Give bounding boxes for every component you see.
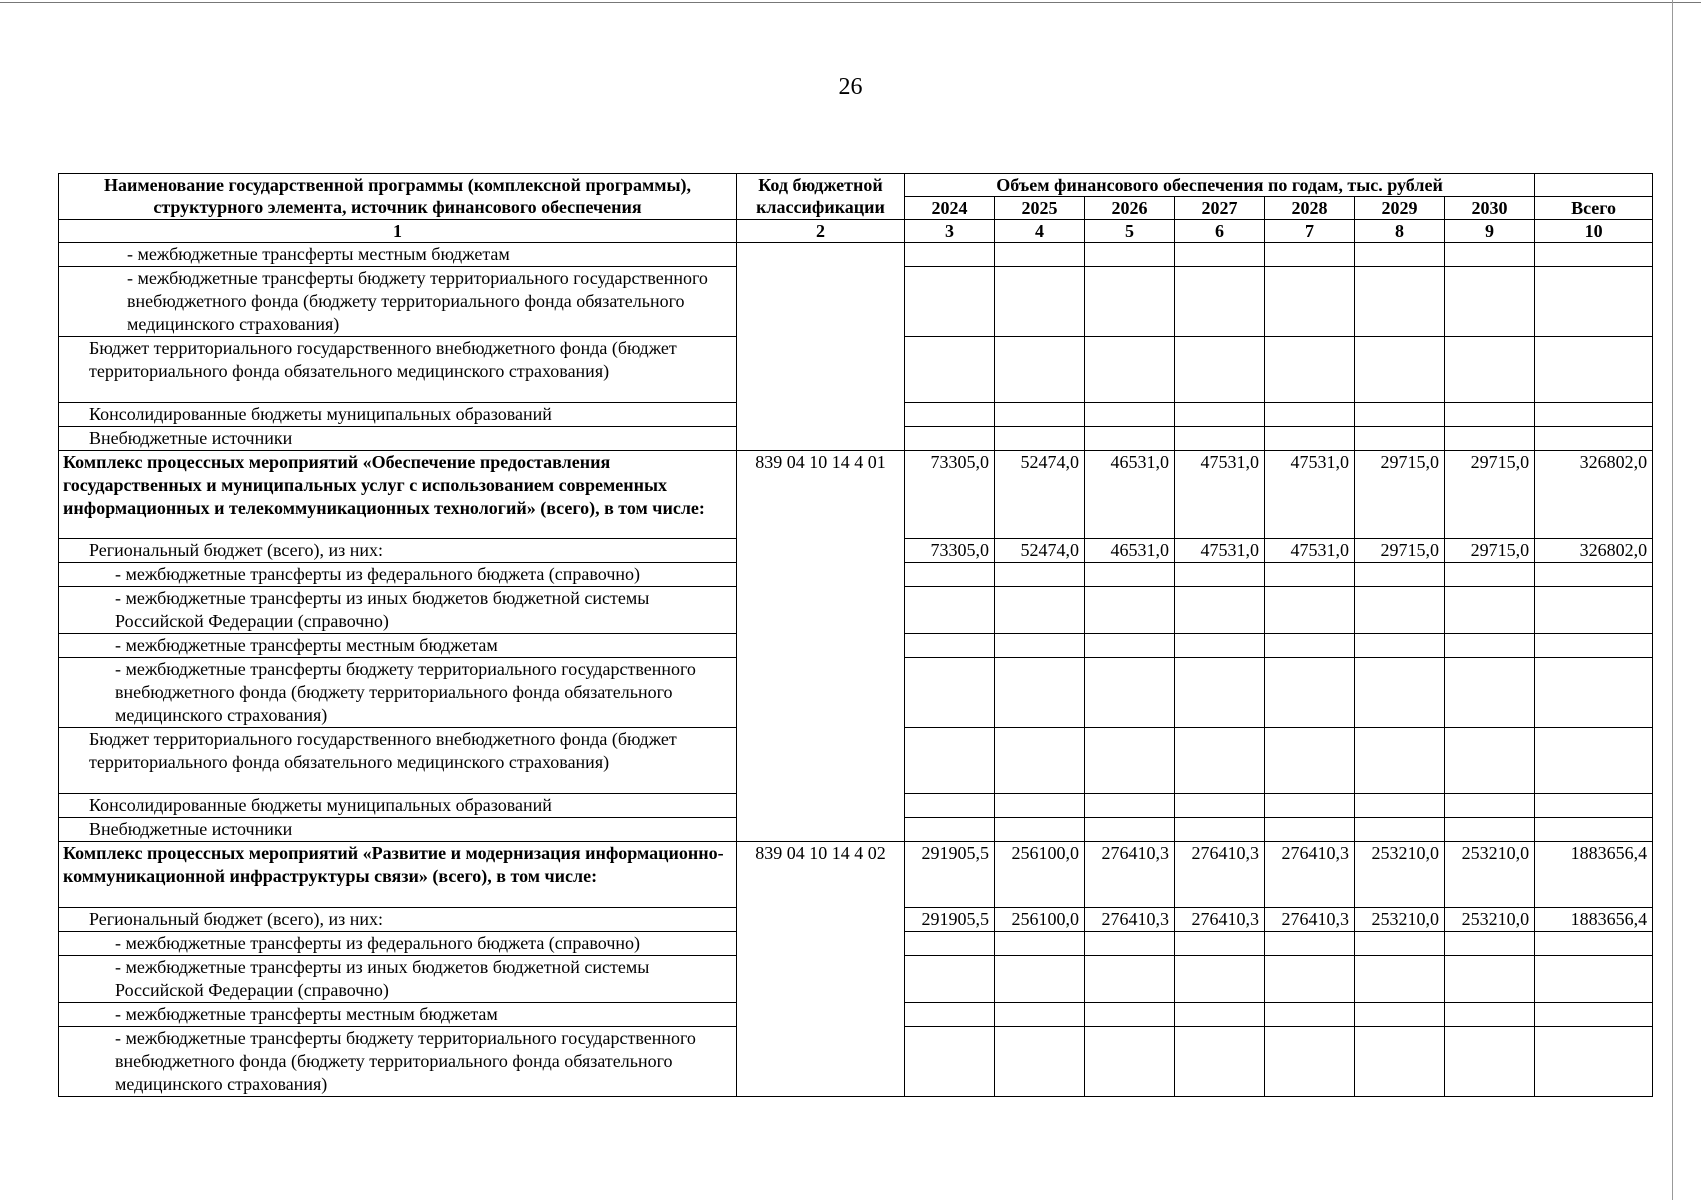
column-number: 7 (1265, 220, 1355, 243)
funding-source-name: Консолидированные бюджеты муниципальных образований (59, 403, 737, 427)
header-total: Всего (1535, 197, 1653, 220)
table-row (59, 842, 1653, 908)
table-row (59, 634, 1653, 658)
total-value-cell (1535, 243, 1653, 267)
year-value-cell (995, 1003, 1085, 1027)
total-value-cell (1535, 563, 1653, 587)
year-value-cell (1445, 1003, 1535, 1027)
header-name: Наименование государственной программы (комплексной программы), структурного элемента, источник финансового обеспечения (59, 174, 737, 220)
year-value-cell (995, 956, 1085, 1003)
header-year: 2028 (1265, 197, 1355, 220)
total-value-cell (1535, 634, 1653, 658)
year-value-cell (1175, 243, 1265, 267)
total-value-cell (1535, 794, 1653, 818)
total-value-cell (1535, 1027, 1653, 1097)
year-value-cell: 291905,5 (905, 842, 995, 908)
year-value-cell (905, 634, 995, 658)
budget-code-cell: 839 04 10 14 4 01 (737, 451, 905, 539)
year-value-cell: 276410,3 (1085, 908, 1175, 932)
funding-source-name: - межбюджетные трансферты местным бюджетам (59, 1003, 737, 1027)
total-value-cell: 326802,0 (1535, 539, 1653, 563)
program-complex-name: Комплекс процессных мероприятий «Обеспечение предоставления государственных и муниципальных услуг с использованием современных информационных и телекоммуникационных технологий» (всего), в том числе: (59, 451, 737, 539)
year-value-cell (905, 587, 995, 634)
budget-code-cell (737, 427, 905, 451)
year-value-cell: 253210,0 (1355, 842, 1445, 908)
year-value-cell (1175, 587, 1265, 634)
year-value-cell (1445, 658, 1535, 728)
year-value-cell (995, 337, 1085, 403)
year-value-cell (905, 658, 995, 728)
year-value-cell (1355, 818, 1445, 842)
total-value-cell (1535, 337, 1653, 403)
year-value-cell: 52474,0 (995, 451, 1085, 539)
column-number: 1 (59, 220, 737, 243)
year-value-cell: 253210,0 (1355, 908, 1445, 932)
year-value-cell: 29715,0 (1355, 539, 1445, 563)
year-value-cell (1445, 818, 1535, 842)
year-value-cell (1175, 634, 1265, 658)
year-value-cell (1265, 403, 1355, 427)
table-row (59, 587, 1653, 634)
column-number: 3 (905, 220, 995, 243)
total-value-cell (1535, 956, 1653, 1003)
year-value-cell (1265, 728, 1355, 794)
year-value-cell (1175, 1027, 1265, 1097)
year-value-cell (1085, 634, 1175, 658)
year-value-cell (1445, 634, 1535, 658)
total-value-cell (1535, 728, 1653, 794)
year-value-cell (1355, 956, 1445, 1003)
year-value-cell (1265, 1027, 1355, 1097)
year-value-cell (905, 728, 995, 794)
budget-code-cell (737, 337, 905, 403)
year-value-cell (1085, 818, 1175, 842)
year-value-cell (995, 243, 1085, 267)
year-value-cell (1175, 956, 1265, 1003)
year-value-cell (1445, 243, 1535, 267)
year-value-cell (1445, 956, 1535, 1003)
year-value-cell (995, 427, 1085, 451)
year-value-cell (1445, 1027, 1535, 1097)
year-value-cell (1265, 932, 1355, 956)
year-value-cell (1265, 818, 1355, 842)
year-value-cell (1265, 1003, 1355, 1027)
funding-source-name: Консолидированные бюджеты муниципальных образований (59, 794, 737, 818)
year-value-cell (905, 563, 995, 587)
year-value-cell (1265, 337, 1355, 403)
year-value-cell (1445, 403, 1535, 427)
year-value-cell (1175, 403, 1265, 427)
total-value-cell (1535, 818, 1653, 842)
year-value-cell (1355, 634, 1445, 658)
budget-code-cell (737, 658, 905, 728)
year-value-cell (1175, 1003, 1265, 1027)
year-value-cell (1265, 267, 1355, 337)
year-value-cell (905, 1003, 995, 1027)
year-value-cell (995, 728, 1085, 794)
year-value-cell: 73305,0 (905, 539, 995, 563)
year-value-cell (1265, 587, 1355, 634)
year-value-cell: 46531,0 (1085, 451, 1175, 539)
table-row (59, 1003, 1653, 1027)
budget-code-cell (737, 1003, 905, 1027)
year-value-cell: 52474,0 (995, 539, 1085, 563)
budget-code-cell (737, 818, 905, 842)
total-value-cell (1535, 1003, 1653, 1027)
year-value-cell (905, 243, 995, 267)
table-row (59, 337, 1653, 403)
table-row (59, 658, 1653, 728)
total-value-cell (1535, 403, 1653, 427)
header-years-group: Объем финансового обеспечения по годам, тыс. рублей (905, 174, 1535, 197)
year-value-cell (1085, 1027, 1175, 1097)
header-year: 2025 (995, 197, 1085, 220)
year-value-cell: 256100,0 (995, 908, 1085, 932)
year-value-cell (1355, 403, 1445, 427)
year-value-cell (1355, 1003, 1445, 1027)
table-row (59, 932, 1653, 956)
year-value-cell (1175, 658, 1265, 728)
year-value-cell (995, 818, 1085, 842)
funding-source-name: - межбюджетные трансферты бюджету территориального государственного внебюджетного фонда (бюджету территориального фонда обязательного медицинского страхования) (59, 1027, 737, 1097)
year-value-cell (1265, 956, 1355, 1003)
year-value-cell (995, 563, 1085, 587)
year-value-cell: 73305,0 (905, 451, 995, 539)
funding-source-name: - межбюджетные трансферты местным бюджетам (59, 243, 737, 267)
table-row (59, 728, 1653, 794)
budget-code-cell (737, 956, 905, 1003)
page-number: 26 (838, 74, 863, 100)
year-value-cell: 253210,0 (1445, 908, 1535, 932)
year-value-cell (1085, 658, 1175, 728)
year-value-cell (1445, 587, 1535, 634)
year-value-cell (1355, 267, 1445, 337)
funding-source-name: - межбюджетные трансферты из иных бюджетов бюджетной системы Российской Федерации (справочно) (59, 587, 737, 634)
year-value-cell: 47531,0 (1265, 539, 1355, 563)
year-value-cell (905, 956, 995, 1003)
year-value-cell (1175, 267, 1265, 337)
table-row (59, 539, 1653, 563)
year-value-cell: 276410,3 (1265, 908, 1355, 932)
scan-right-edge (1672, 0, 1673, 1200)
year-value-cell (1445, 427, 1535, 451)
year-value-cell (1085, 337, 1175, 403)
budget-code-cell (737, 563, 905, 587)
budget-code-cell: 839 04 10 14 4 02 (737, 842, 905, 908)
year-value-cell (1085, 728, 1175, 794)
year-value-cell: 29715,0 (1445, 451, 1535, 539)
year-value-cell (1355, 243, 1445, 267)
funding-source-name: - межбюджетные трансферты из федерального бюджета (справочно) (59, 563, 737, 587)
year-value-cell (905, 1027, 995, 1097)
table-row (59, 563, 1653, 587)
year-value-cell (1265, 658, 1355, 728)
year-value-cell (1445, 563, 1535, 587)
funding-source-name: Бюджет территориального государственного внебюджетного фонда (бюджет территориального фонда обязательного медицинского страхования) (59, 337, 737, 403)
year-value-cell (905, 818, 995, 842)
year-value-cell: 47531,0 (1175, 539, 1265, 563)
table-row (59, 451, 1653, 539)
year-value-cell (1355, 658, 1445, 728)
year-value-cell: 47531,0 (1265, 451, 1355, 539)
table-row (59, 1027, 1653, 1097)
year-value-cell (1175, 932, 1265, 956)
table-row (59, 794, 1653, 818)
column-number: 6 (1175, 220, 1265, 243)
year-value-cell (905, 932, 995, 956)
year-value-cell (1175, 728, 1265, 794)
year-value-cell: 276410,3 (1085, 842, 1175, 908)
year-value-cell (905, 337, 995, 403)
year-value-cell (1445, 794, 1535, 818)
year-value-cell: 47531,0 (1175, 451, 1265, 539)
year-value-cell (1355, 563, 1445, 587)
year-value-cell (1355, 794, 1445, 818)
total-value-cell (1535, 427, 1653, 451)
funding-source-name: - межбюджетные трансферты бюджету территориального государственного внебюджетного фонда (бюджету территориального фонда обязательного медицинского страхования) (59, 267, 737, 337)
funding-source-name: - межбюджетные трансферты из иных бюджетов бюджетной системы Российской Федерации (справочно) (59, 956, 737, 1003)
column-number: 5 (1085, 220, 1175, 243)
year-value-cell (995, 267, 1085, 337)
header-year: 2026 (1085, 197, 1175, 220)
table-row (59, 267, 1653, 337)
year-value-cell (1355, 427, 1445, 451)
year-value-cell: 253210,0 (1445, 842, 1535, 908)
year-value-cell: 256100,0 (995, 842, 1085, 908)
table-row (59, 908, 1653, 932)
year-value-cell (905, 427, 995, 451)
header-year: 2024 (905, 197, 995, 220)
funding-source-name: Внебюджетные источники (59, 427, 737, 451)
year-value-cell: 29715,0 (1355, 451, 1445, 539)
header-row-1 (59, 174, 1653, 197)
year-value-cell (995, 932, 1085, 956)
header-total-top (1535, 174, 1653, 197)
year-value-cell (1085, 563, 1175, 587)
year-value-cell (1355, 587, 1445, 634)
year-value-cell: 276410,3 (1265, 842, 1355, 908)
table-row (59, 818, 1653, 842)
year-value-cell (1265, 427, 1355, 451)
year-value-cell (995, 794, 1085, 818)
column-number: 2 (737, 220, 905, 243)
funding-source-name: Региональный бюджет (всего), из них: (59, 908, 737, 932)
table-row (59, 956, 1653, 1003)
program-complex-name: Комплекс процессных мероприятий «Развитие и модернизация информационно-коммуникационной инфраструктуры связи» (всего), в том числе: (59, 842, 737, 908)
budget-code-cell (737, 1027, 905, 1097)
year-value-cell: 276410,3 (1175, 842, 1265, 908)
column-number: 9 (1445, 220, 1535, 243)
funding-source-name: - межбюджетные трансферты бюджету территориального государственного внебюджетного фонда (бюджету территориального фонда обязательного медицинского страхования) (59, 658, 737, 728)
year-value-cell (1355, 337, 1445, 403)
year-value-cell (1085, 1003, 1175, 1027)
total-value-cell (1535, 658, 1653, 728)
budget-code-cell (737, 587, 905, 634)
year-value-cell (1265, 794, 1355, 818)
funding-source-name: Внебюджетные источники (59, 818, 737, 842)
column-number: 10 (1535, 220, 1653, 243)
column-number: 4 (995, 220, 1085, 243)
funding-source-name: - межбюджетные трансферты местным бюджетам (59, 634, 737, 658)
year-value-cell (1085, 267, 1175, 337)
funding-source-name: Региональный бюджет (всего), из них: (59, 539, 737, 563)
year-value-cell (1445, 337, 1535, 403)
year-value-cell (1265, 563, 1355, 587)
year-value-cell (1355, 932, 1445, 956)
year-value-cell (1445, 932, 1535, 956)
year-value-cell (1085, 427, 1175, 451)
year-value-cell (995, 587, 1085, 634)
budget-code-cell (737, 634, 905, 658)
year-value-cell (1265, 634, 1355, 658)
header-year: 2027 (1175, 197, 1265, 220)
year-value-cell (1085, 932, 1175, 956)
header-year: 2030 (1445, 197, 1535, 220)
header-year: 2029 (1355, 197, 1445, 220)
year-value-cell (905, 267, 995, 337)
year-value-cell (1175, 818, 1265, 842)
column-number: 8 (1355, 220, 1445, 243)
year-value-cell (1175, 794, 1265, 818)
financing-table (58, 173, 1653, 1097)
scan-top-edge (0, 2, 1701, 3)
table-row (59, 427, 1653, 451)
total-value-cell: 1883656,4 (1535, 908, 1653, 932)
year-value-cell (905, 794, 995, 818)
year-value-cell (995, 634, 1085, 658)
budget-code-cell (737, 908, 905, 932)
budget-code-cell (737, 728, 905, 794)
table-row (59, 403, 1653, 427)
budget-code-cell (737, 932, 905, 956)
total-value-cell (1535, 267, 1653, 337)
year-value-cell (995, 403, 1085, 427)
budget-code-cell (737, 403, 905, 427)
year-value-cell (1085, 794, 1175, 818)
year-value-cell (1085, 587, 1175, 634)
total-value-cell (1535, 587, 1653, 634)
table-row (59, 243, 1653, 267)
year-value-cell (995, 658, 1085, 728)
year-value-cell (995, 1027, 1085, 1097)
year-value-cell (1355, 1027, 1445, 1097)
budget-code-cell (737, 539, 905, 563)
budget-code-cell (737, 267, 905, 337)
year-value-cell (1175, 427, 1265, 451)
year-value-cell: 29715,0 (1445, 539, 1535, 563)
year-value-cell (1175, 337, 1265, 403)
year-value-cell (1445, 728, 1535, 794)
year-value-cell (1265, 243, 1355, 267)
year-value-cell: 291905,5 (905, 908, 995, 932)
funding-source-name: Бюджет территориального государственного внебюджетного фонда (бюджет территориального фонда обязательного медицинского страхования) (59, 728, 737, 794)
column-number-row (59, 220, 1653, 243)
total-value-cell (1535, 932, 1653, 956)
year-value-cell (905, 403, 995, 427)
budget-code-cell (737, 243, 905, 267)
year-value-cell (1085, 956, 1175, 1003)
year-value-cell: 46531,0 (1085, 539, 1175, 563)
year-value-cell (1175, 563, 1265, 587)
funding-source-name: - межбюджетные трансферты из федерального бюджета (справочно) (59, 932, 737, 956)
year-value-cell: 276410,3 (1175, 908, 1265, 932)
header-code: Код бюджетной классификации (737, 174, 905, 220)
budget-code-cell (737, 794, 905, 818)
year-value-cell (1445, 267, 1535, 337)
year-value-cell (1085, 243, 1175, 267)
year-value-cell (1355, 728, 1445, 794)
total-value-cell: 1883656,4 (1535, 842, 1653, 908)
total-value-cell: 326802,0 (1535, 451, 1653, 539)
year-value-cell (1085, 403, 1175, 427)
